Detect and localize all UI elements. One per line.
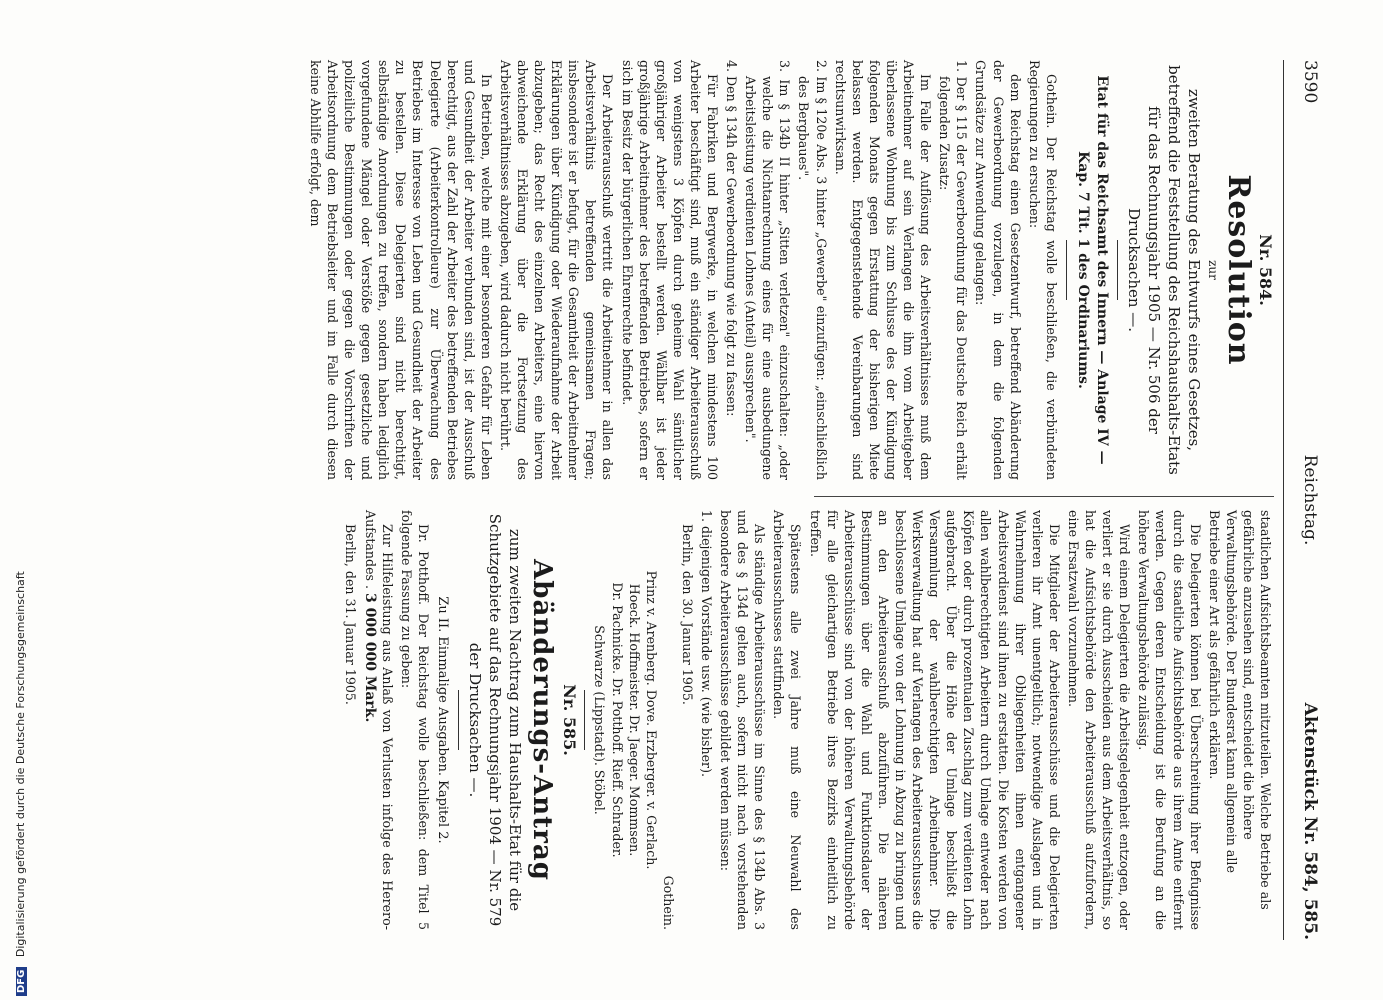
- document-title: Resolution: [1220, 174, 1256, 366]
- short-rule: [584, 690, 585, 750]
- signatory-line: Schwarze (Lippstadt). Stöbel.: [592, 625, 608, 815]
- amount: 3 000 000 Mark.: [361, 593, 378, 723]
- left-column: [305, 60, 1274, 480]
- header-rule: [1283, 60, 1284, 940]
- header-right: Aktenstück Nr. 584, 585.: [1300, 702, 1320, 940]
- paragraph: Gothein. Der Reichstag wolle beschließen, die verbündeten Regierungen zu ersuchen:: [1026, 60, 1059, 480]
- signature: Gothein.: [660, 875, 676, 930]
- page-number: 3590: [1300, 60, 1320, 104]
- paragraph: Spätestens alle zwei Jahre muß eine Neuwahl des Arbeiterausschusses stattfinden.: [771, 510, 804, 930]
- paragraph: staatlichen Aufsichtsbeamten mitzuteilen. Welche Betriebe als gefährliche anzusehen sind, entscheidet die höhere Verwaltungsbehörde. Der Bundesrat kann allgemein alle Betriebe einer Art als gefährlich erklären.: [1206, 510, 1273, 910]
- short-rule: [1117, 240, 1118, 300]
- document-title: Abänderungs-Antrag: [527, 559, 558, 881]
- dfg-logo: DFG: [16, 967, 27, 996]
- signatory-line: Dr. Pachnicke. Dr. Potthoff. Rieff. Schrader.: [609, 582, 625, 858]
- short-rule: [458, 690, 459, 750]
- date-line: Berlin, den 31. Januar 1905.: [342, 524, 358, 705]
- paragraph: dem Reichstag einen Gesetzentwurf, betreffend Abänderung der Gewerbeordnung vorzulegen, in dem die folgenden Grundsätze zur Anwendung gelangen:: [973, 60, 1023, 480]
- subheading-1: Etat für das Reichsamt des Innern — Anlage IV —: [1093, 75, 1110, 465]
- paragraph: Der Arbeiterausschuß vertritt die Arbeitnehmer in allen das Arbeitsverhältnis betreffenden gemeinsamen Fragen; insbesondere ist er befugt, für die Gesamtheit der Arbeitnehmer Erklärungen über Kündigung oder Wiederaufnahme der Arbeit abzugeben; das Recht des einzelnen Arbeiters, eine hiervon abweichende Erklärung über die Fortsetzung des Arbeitsverhältnisses abzugeben, wird dadurch nicht berührt.: [497, 60, 616, 480]
- document-number: Nr. 584.: [1256, 234, 1275, 306]
- paragraph: Dr. Potthoff. Der Reichstag wolle beschließen: dem Titel 5 folgende Fassung zu geben:: [399, 510, 432, 930]
- document-page: [80, 60, 1320, 940]
- document-number: Nr. 585.: [560, 684, 580, 756]
- paragraph: Wird einem Delegierten die Arbeitsgelegenheit entzogen, oder verliert er sie durch Ausscheiden aus dem Arbeitsverhältnis, so hat die Aufsichtsbehörde den Arbeiterausschuß aufzufordern, eine Ersatzwahl vorzunehmen.: [1065, 510, 1133, 930]
- intro-text: zweiten Beratung des Entwurfs eines Gesetzes, betreffend die Feststellung des Reichshaushalts-Etats für das Rechnungsjahr 1905 — Nr. 506 der Drucksachen —.: [1124, 65, 1203, 475]
- paragraph: In Betrieben, welche mit einer besonderen Gefahr für Leben und Gesundheit der Arbeiter verbunden sind, ist der Ausschuß berechtigt, aus der Zahl der Arbeiter des betreffenden Betriebes Delegierte (Arbeiterkontrolleure) zur Überwachung des Betriebes im Interesse von Leben und Gesundheit der Arbeiter zu bestellen. Diese Delegierten sind nicht berechtigt, selbständige Anordnungen zu treffen, sondern haben lediglich vorgefundene Mängel oder Verstöße gegen gesetzliche und polizeiliche Bestimmungen oder gegen die Vorschriften der Arbeitsordnung dem Betriebsleiter und im Falle durch diesen keine Abhilfe erfolgt, dem: [307, 60, 494, 480]
- page-header: [1286, 60, 1320, 940]
- list-item: 1. diejenigen Vorstände usw. (wie bisher).: [699, 510, 714, 777]
- paragraph: Im Falle der Auflösung des Arbeitsverhältnisses muß dem Arbeitnehmer auf sein Verlangen die ihm vom Arbeitgeber überlassene Wohnung bis zum Schlusse des der Kündigung folgenden Monats gegen Erstattung der bisherigen Miete belassen werden. Entgegenstehende Vereinbarungen sind rechtsunwirksam.: [832, 60, 934, 480]
- list-item: 1. Der § 115 der Gewerbeordnung für das Deutsche Reich erhält folgenden Zusatz:: [937, 60, 970, 480]
- digitization-footer: [14, 6, 32, 996]
- list-item: 3. Im § 134b II hinter „Sitten verletzen" einzuschalten: „oder welche die Nichtanrechnung eines für eine ausbedungene Arbeitsleistung verdienten Lohnes (Anteil) aussprechen".: [743, 60, 793, 480]
- short-rule: [1066, 240, 1067, 300]
- paragraph-text: Zur Hilfeleistung aus Anlaß von Verlusten infolge des Herero-Aufstandes .: [362, 510, 396, 930]
- signatory-line: Prinz v. Arenberg. Dove. Erzberger. v. Gerlach.: [643, 570, 659, 870]
- list-item: 2. Im § 120e Abs. 3 hinter „Gewerbe" einzufügen: „einschließlich des Bergbaues".: [796, 60, 829, 480]
- date-line: Berlin, den 30. Januar 1905.: [679, 524, 695, 705]
- header-center: Reichstag.: [1300, 454, 1320, 546]
- right-column: [340, 510, 1274, 930]
- paragraph: Als ständige Arbeiterausschüsse im Sinne des § 134b Abs. 3 und des § 134d gelten auch, sofern nicht nach vorstehenden besondere Arbeiterausschüsse gebildet werden müssen:: [718, 510, 768, 930]
- column-divider: [814, 496, 1274, 497]
- subtitle-text: zum zweiten Nachtrag zum Haushalts-Etat für die Schutzgebiete auf das Rechnungsjahr 1904 — Nr. 579 der Drucksachen —.: [466, 513, 525, 927]
- zur-label: zur: [1205, 260, 1220, 280]
- paragraph: Für Fabriken und Bergwerke, in welchen mindestens 100 Arbeiter beschäftigt sind, muß ein ständiger Arbeiterausschuß von wenigstens 3 Köpfen durch geheime Wahl sämtlicher großjähriger Arbeiter bestellt werden. Wählbar ist jeder großjährige Arbeitnehmer des betreffenden Betriebes, sofern er sich im Besitz der bürgerlichen Ehrenrechte befindet.: [619, 60, 721, 480]
- paragraph: Die Mitglieder der Arbeiterausschüsse und die Delegierten verlieren ihr Amt unentgeltlich; notwendige Auslagen und in Wahrnehmung ihrer Obliegenheiten ihnen entgangener Arbeitsverdienst sind ihnen zu erstatten. Die Kosten werden von allen wahlberechtigten Arbeitern durch Umlage entweder nach Köpfen oder durch prozentualen Zuschlag zum verdienten Lohn aufgebracht. Über die Höhe der Umlage beschließt die Versammlung der wahlberechtigten Arbeitnehmer. Die Werksverwaltung hat auf Verlangen des Arbeiterausschusses die beschlossene Umlage von der Lohnung in Abzug zu bringen und an den Arbeiterausschuß abzuführen. Die näheren Bestimmungen über die Wahl und Funktionsdauer der Arbeiterausschüsse sind von der höheren Verwaltungsbehörde für alle gleichartigen Betriebe ihres Bezirks einheitlich zu treffen.: [807, 510, 1062, 930]
- subheading-2: Kap. 7 Tit. 1 des Ordinariums.: [1074, 151, 1091, 389]
- footer-text: Digitalisierung gefördert durch die Deutsche Forschungsgemeinschaft: [14, 571, 27, 958]
- signatory-line: Hoeck. Hoffmeister. Dr. Jaeger. Mommsen.: [626, 583, 642, 857]
- section-heading: Zu II. Einmalige Ausgaben. Kapitel 2.: [435, 596, 451, 844]
- paragraph: [361, 510, 396, 930]
- list-item: 4. Den § 134h der Gewerbeordnung wie folgt zu fassen:: [724, 60, 740, 417]
- paragraph: Die Delegierten können bei Überschreitung ihrer Befugnisse durch die staatliche Aufsichtsbehörde aus ihrem Amte entfernt werden. Gegen deren Entscheidung ist die Berufung an die höhere Verwaltungsbehörde zulässig.: [1136, 510, 1203, 930]
